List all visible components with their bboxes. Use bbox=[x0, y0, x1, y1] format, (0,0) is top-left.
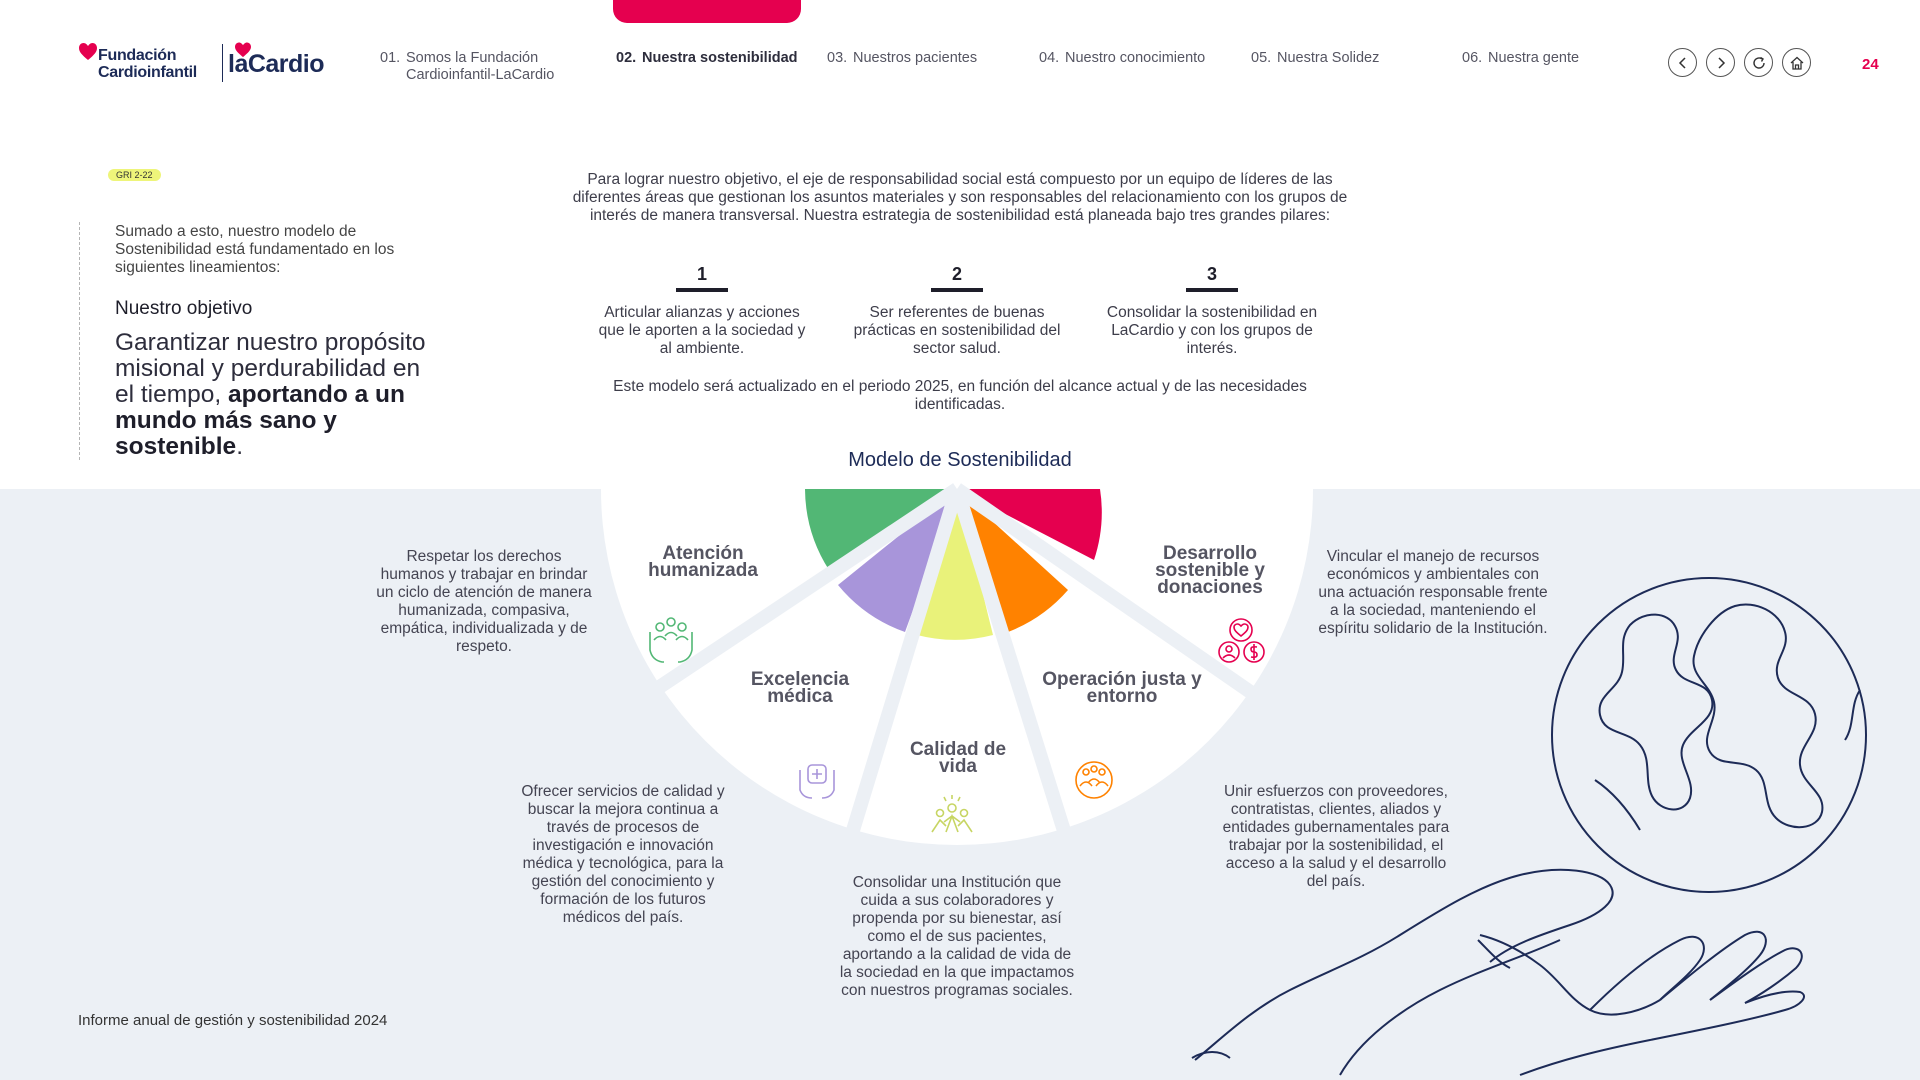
logo-line1: Fundación bbox=[98, 47, 177, 64]
nav-item-pacientes[interactable]: 03. Nuestros pacientes bbox=[827, 50, 978, 66]
logo-line3: laCardio bbox=[228, 50, 325, 78]
pillar-2: 2 Ser referentes de buenas prácticas en sostenibilidad del sector salud. bbox=[853, 264, 1061, 357]
pillars-intro: Para lograr nuestro objetivo, el eje de responsabilidad social está compuesto por un equipo de líderes de las diferentes áreas que gestionan los asuntos materiales y son responsables del relacionamiento con los grupos de interés de manera transversal. Nuestra estrategia de sostenibilidad está planeada bajo tres grandes pilares: bbox=[572, 171, 1348, 224]
update-note: Este modelo será actualizado en el periodo 2025, en función del alcance actual y de las necesidades identificadas. bbox=[613, 378, 1307, 413]
description-operacion: Unir esfuerzos con proveedores, contratistas, clientes, aliados y entidades gubernamentales para trabajar por la sostenibilidad, el acceso a la salud y el desarrollo del país. bbox=[1222, 783, 1450, 890]
pillar-1: 1 Articular alianzas y acciones que le aporten a la sociedad y al ambiente. bbox=[598, 264, 806, 357]
nav-item-somos[interactable]: 01. Somos la Fundación Cardioinfantil-LaCardio bbox=[380, 50, 555, 83]
objective-title: Nuestro objetivo bbox=[115, 298, 253, 319]
page-number: 24 bbox=[1862, 56, 1879, 73]
nav-item-solidez[interactable]: 05. Nuestra Solidez bbox=[1251, 50, 1380, 66]
segment-label-calidad: Calidad de vida bbox=[909, 739, 1007, 777]
logo-line2: Cardioinfantil bbox=[98, 64, 197, 81]
objective-text: Garantizar nuestro propósito misional y perdurabilidad en el tiempo, aportando a un mundo más sano y sostenible. bbox=[115, 329, 426, 460]
segment-label-atencion: Atención humanizada bbox=[648, 543, 758, 581]
footer-text: Informe anual de gestión y sostenibilidad 2024 bbox=[78, 1012, 388, 1029]
description-calidad: Consolidar una Institución que cuida a sus colaboradores y propenda por su bienestar, así como el de sus pacientes, aportando a la calidad de vida de la sociedad en la que impactamos con nuestros programas sociales. bbox=[839, 874, 1075, 999]
nav-item-conocimiento[interactable]: 04. Nuestro conocimiento bbox=[1039, 50, 1206, 66]
segment-label-operacion: Operación justa y entorno bbox=[1042, 669, 1202, 707]
nav-item-gente[interactable]: 06. Nuestra gente bbox=[1462, 50, 1580, 66]
gri-badge: GRI 2-22 bbox=[108, 169, 161, 181]
description-excelencia: Ofrecer servicios de calidad y buscar la mejora continua a través de procesos de investigación e innovación médica y tecnológica, para la gestión del conocimiento y formación de los futuros médicos del país. bbox=[521, 783, 725, 926]
segment-label-desarrollo: Desarrollo sostenible y donaciones bbox=[1155, 543, 1265, 598]
nav-item-sostenibilidad[interactable]: 02. Nuestra sostenibilidad bbox=[616, 50, 798, 66]
intro-text: Sumado a esto, nuestro modelo de Sostenibilidad está fundamentado en los siguientes lineamientos: bbox=[115, 223, 395, 276]
segment-label-excelencia: Excelencia médica bbox=[750, 669, 850, 707]
description-desarrollo: Vincular el manejo de recursos económicos y ambientales con una actuación responsable frente a la sociedad, manteniendo el espíritu solidario de la Institución. bbox=[1318, 548, 1548, 637]
description-atencion: Respetar los derechos humanos y trabajar en brindar un ciclo de atención de manera humanizada, compasiva, empática, individualizada y de respeto. bbox=[376, 548, 592, 655]
model-title: Modelo de Sostenibilidad bbox=[848, 449, 1072, 471]
pillar-3: 3 Consolidar la sostenibilidad en LaCardio y con los grupos de interés. bbox=[1106, 264, 1318, 357]
